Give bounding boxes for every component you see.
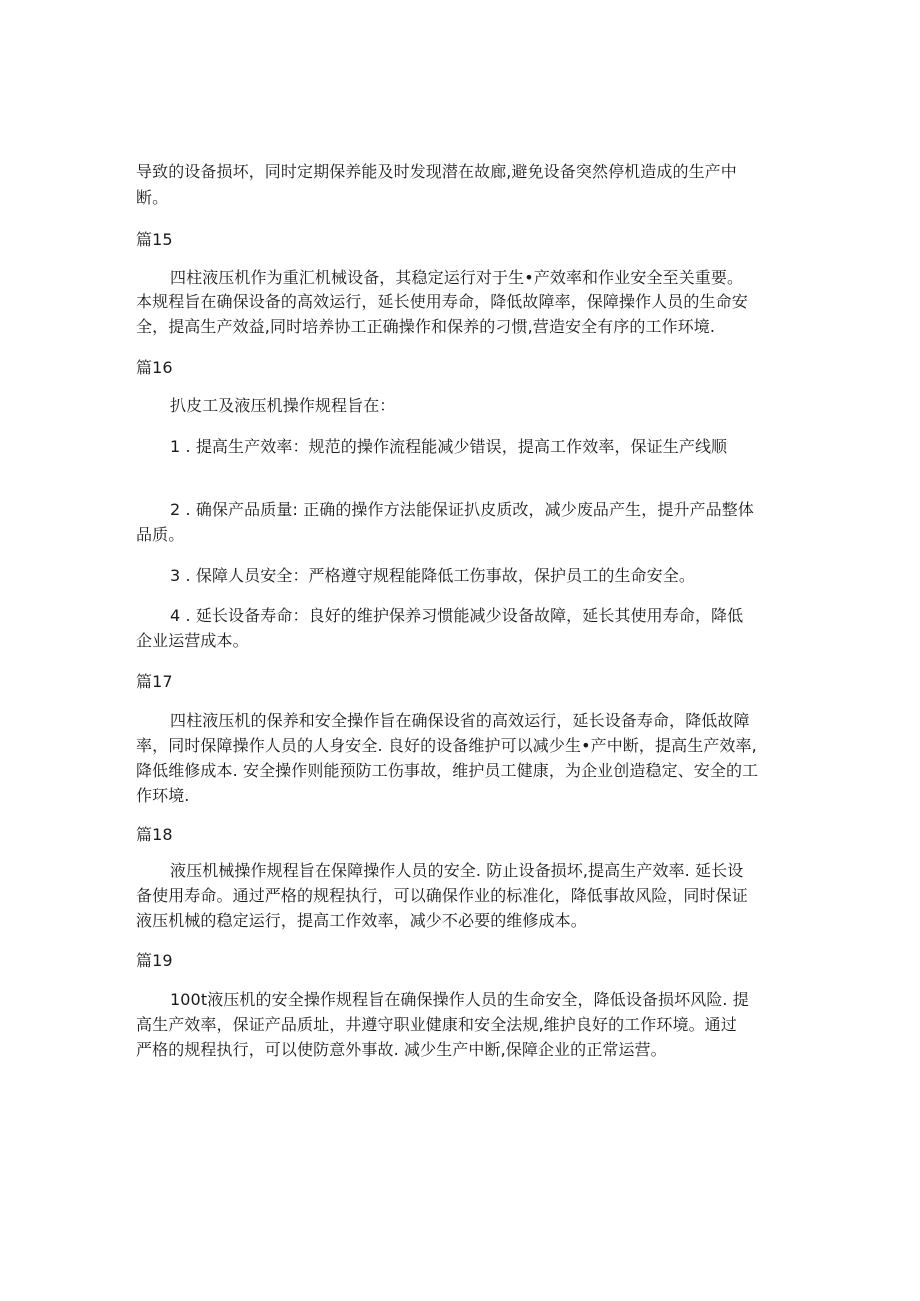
section-16-item-2: 2 . 确保产品质量: 正确的操作方法能保证扒皮质改，减少废品产生，提升产品整体 <box>170 500 754 519</box>
section-17-line-4: 作环境. <box>136 786 190 805</box>
section-15-line-1: 四柱液压机作为重汇机械设备，其稳定运行对于生•产效率和作业安全至关重要。 <box>170 268 744 287</box>
section-16-intro: 扒皮工及液压机操作规程旨在： <box>170 396 396 415</box>
section-16-item-3: 3 . 保障人员安全：严格遵守规程能降低工伤事故，保护员工的生命安全。 <box>170 566 695 585</box>
section-15-line-2: 本规程旨在确保设备的高效运行，延长使用寿命，降低故障率，保障操作人员的生命安 <box>136 292 748 311</box>
section-19-line-3: 严格的规程执行，可以使防意外事故. 减少生产中断,保障企业的正常运营。 <box>136 1040 667 1059</box>
intro-line-2: 断。 <box>136 188 169 207</box>
section-18-line-2: 备使用寿命。通过严格的规程执行，可以确保作业的标准化，降低事故风险，同时保证 <box>136 886 748 905</box>
section-16-item-1: 1 . 提高生产效率：规范的操作流程能减少错误，提高工作效率，保证生产线顺 <box>170 437 728 456</box>
section-16-item-2-cont: 品质。 <box>136 525 185 544</box>
intro-line-1: 导致的设备损坏，同时定期保养能及时发现潜在故廊,避免设备突然停机造成的生产中 <box>136 162 737 181</box>
section-heading-16: 篇16 <box>136 358 173 377</box>
section-heading-19: 篇19 <box>136 951 173 970</box>
section-17-line-1: 四柱液压机的保养和安全操作旨在确保设省的高效运行，延长设备寿命，降低故障 <box>170 711 750 730</box>
section-19-line-2: 高生产效率，保证产品质址，井遵守职业健康和安全法规,维护良好的工作环境。通过 <box>136 1015 737 1034</box>
section-18-line-1: 液压机械操作规程旨在保障操作人员的安全. 防止设备损坏,提高生产效率. 延长设 <box>170 861 744 880</box>
section-16-item-4-cont: 企业运营成本。 <box>136 631 249 650</box>
section-17-line-3: 降低维修成本. 安全操作则能预防工伤事故，维护员工健康，为企业创造稳定、安全的工 <box>136 761 759 780</box>
section-19-line-1: 100t液压机的安全操作规程旨在确保操作人员的生命安全，降低设备损坏风险. 提 <box>170 990 749 1009</box>
section-heading-18: 篇18 <box>136 825 173 844</box>
section-18-line-3: 液压机械的稳定运行，提高工作效率，减少不必要的维修成本。 <box>136 911 587 930</box>
section-heading-17: 篇17 <box>136 672 173 691</box>
section-17-line-2: 率，同时保障操作人员的人身安全. 良好的设备维护可以减少生•产中断，提高生产效率, <box>136 736 757 755</box>
section-heading-15: 篇15 <box>136 230 173 249</box>
section-15-line-3: 全，提高生产效益,同时培养协工正确操作和保养的刁惯,营造安全有序的工作环境. <box>136 317 716 336</box>
section-16-item-4: 4 . 延长设备寿命：良好的维护保养习惯能减少设备故障，延长其使用寿命，降低 <box>170 606 744 625</box>
